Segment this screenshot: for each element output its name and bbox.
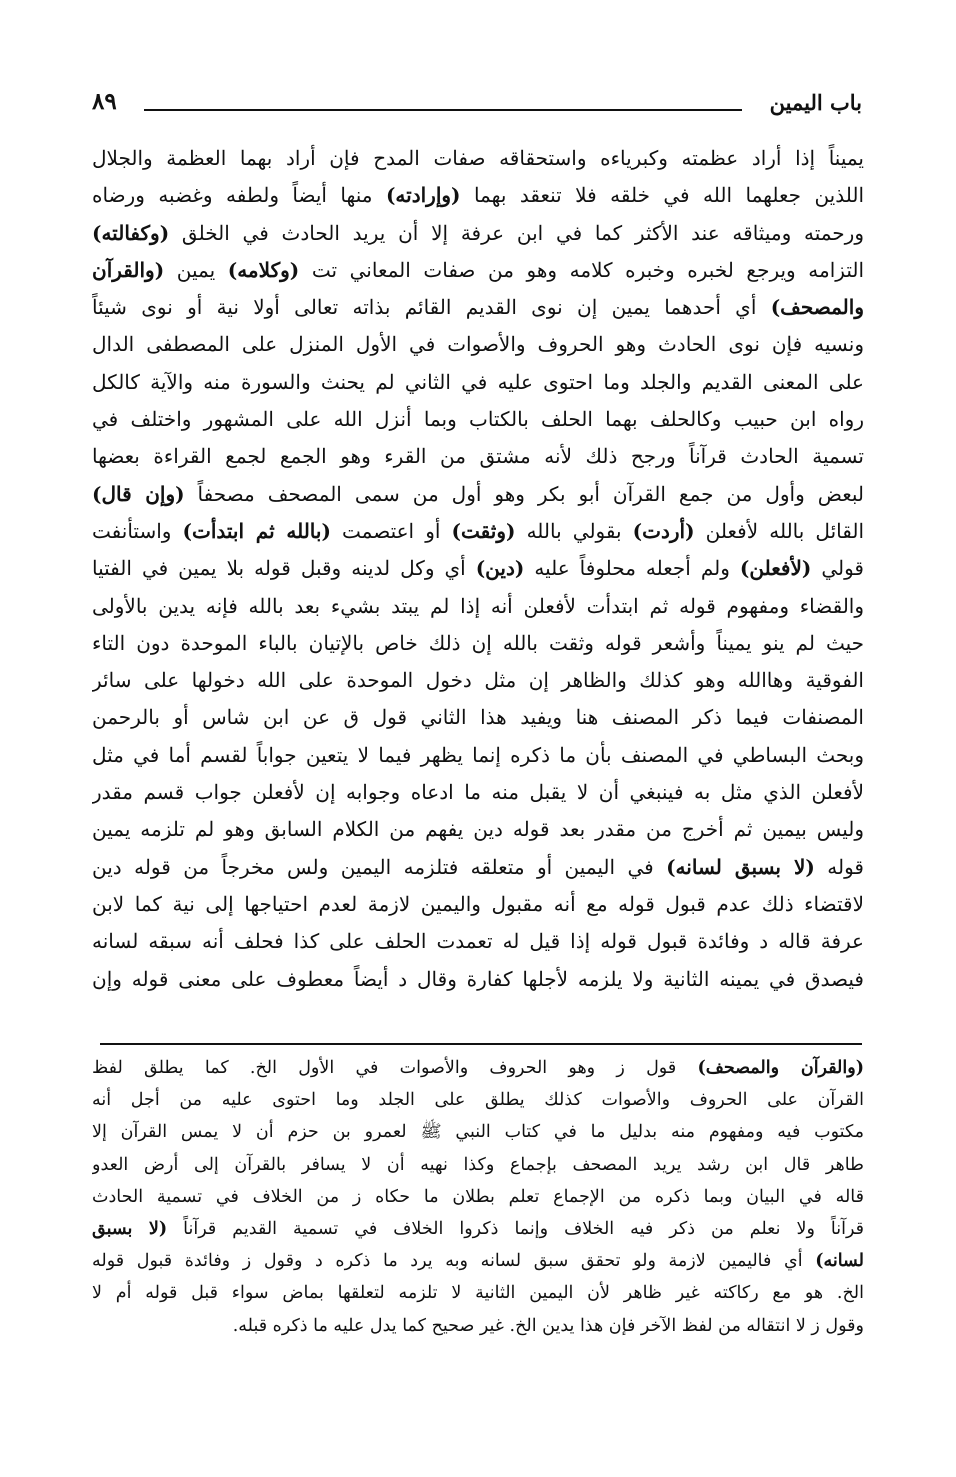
- main-text-line: [92, 140, 864, 177]
- text-segment: على المعنى القديم والجلد وما احتوى عليه في الثاني لم يحنث والسورة منه والآية كالكل: [92, 369, 864, 394]
- bold-matn-segment: (وثقت): [451, 518, 516, 543]
- bold-matn-segment: (لأفعلن): [739, 556, 812, 581]
- main-text-line: [92, 438, 864, 475]
- text-segment: ولم أجعله محلوفاً عليه: [524, 556, 740, 581]
- bold-matn-segment: (وكفالته): [92, 220, 170, 245]
- main-text-line: [92, 886, 864, 923]
- text-segment: رواه ابن حبيب وكالحلف بهما الحلف بالكتاب وبما أنزل الله على المشهور واختلف في: [92, 407, 864, 432]
- bold-matn-segment: (لا بسبق: [92, 1218, 168, 1239]
- text-segment: يمين: [164, 257, 228, 282]
- text-segment: والقضاء ومفهوم قوله ثم ابتدأت لأفعلن أنه إذا لم يبتد بشيء بعد بالله فإنه يدين بالأولى: [92, 593, 864, 618]
- text-segment: أي فاليمين لازمة ولو تحقق سبق لسانه وبه يرد ما ذكره د وقول ز وفائدة قبول قوله: [92, 1251, 816, 1272]
- bold-matn-segment: (والقرآن والمصحف): [697, 1058, 864, 1078]
- main-text: [92, 140, 864, 998]
- text-segment: لبعض وأول من جمع القرآن أبو بكر وهو أول من سمى المصحف مصحفاً: [184, 481, 864, 506]
- main-text-line: [92, 961, 864, 998]
- bold-matn-segment: (لا بسبق لسانه): [666, 854, 815, 879]
- text-segment: الخ. هو مع ركاكته غير ظاهر لأن اليمين الثانية لا تلزمه لتعلقها بماض سواء قبل قوله أم لا: [92, 1283, 864, 1304]
- footnote-line: [92, 1310, 864, 1342]
- text-segment: قرآناً ولا نعلم من ذكر فيه الخلاف وإنما ذكروا الخلاف في تسمية القديم قرآناً: [167, 1218, 864, 1239]
- footnote-line: [92, 1277, 864, 1309]
- main-text-line: [92, 326, 864, 363]
- text-segment: ورحمته وميثاقه عند الأكثر كما في ابن عرفة إلا أن يريد الحادث في الخلق: [169, 220, 864, 245]
- page-number: ٨٩: [92, 88, 117, 115]
- text-segment: واستأنفت: [92, 518, 183, 543]
- main-text-line: [92, 811, 864, 848]
- footnote-line: [92, 1116, 864, 1148]
- main-text-line: [92, 177, 864, 214]
- text-segment: التزامه ويرجع لخبره وخبره كلامه وهو من صفات المعاني تت: [299, 257, 864, 282]
- text-segment: وبحث البساطي في المصنف بأن ما ذكره إنما يظهر فيما لا يتعين جواباً لقسم أما في مثل: [92, 742, 864, 767]
- main-text-line: [92, 215, 864, 252]
- main-text-line: [92, 252, 864, 289]
- main-text-line: [92, 476, 864, 513]
- text-segment: قول ز وهو الحروف والأصوات في الأول الخ. كما يطلق لفظ: [92, 1058, 698, 1078]
- bold-matn-segment: (دين): [475, 556, 525, 581]
- main-text-line: [92, 513, 864, 550]
- main-text-line: [92, 550, 864, 587]
- text-segment: وقول ز لا انتقاله من لفظ الآخر فإن هذا يدين الخ. غير صحيح كما يدل عليه ما ذكره قبله.: [232, 1315, 864, 1336]
- text-segment: طاهر قال ابن رشد يريد المصحف بإجماع وكذا نهيه أن لا يسافر بالقرآن إلى أرض العدو: [92, 1154, 864, 1175]
- bold-matn-segment: (وكلامه): [227, 257, 300, 282]
- footnote-separator: [100, 1043, 862, 1045]
- bold-matn-segment: (أردت): [632, 518, 695, 543]
- text-segment: قاله في البيان وبما ذكره من الإجماع تعلم بطلان ما حكاه ز من الخلاف في تسمية الحادث: [92, 1186, 864, 1207]
- main-text-line: [92, 364, 864, 401]
- footnote-line: [92, 1213, 864, 1245]
- running-header: [92, 88, 862, 122]
- main-text-line: [92, 588, 864, 625]
- chapter-title: باب اليمين: [769, 90, 862, 115]
- bold-matn-segment: لسانه): [815, 1251, 864, 1272]
- bold-matn-segment: (بالله ثم ابتدأت): [182, 518, 331, 543]
- text-segment: المصنفات فيما ذكر المصنف هنا ويفيد هذا الثاني قول ق عن ابن شاس أو بالرحمن: [92, 705, 864, 730]
- footnote-line: [92, 1181, 864, 1213]
- footnote-line: [92, 1052, 864, 1084]
- bold-matn-segment: (وإن قال): [92, 481, 185, 506]
- text-segment: منها أيضاً ولطفه وغضبه ورضاه: [92, 183, 386, 208]
- text-segment: اللذين جعلهما الله في خلقه فلا تنعقد بهما: [460, 183, 864, 208]
- text-segment: عرفة قاله د وفائدة قبول قوله إذا قيل له تعمدت الحلف على كذا فحلف أنه سبقه لسانه: [92, 929, 864, 954]
- bold-matn-segment: (والقرآن: [92, 257, 165, 282]
- main-text-line: [92, 401, 864, 438]
- main-text-line: [92, 625, 864, 662]
- text-segment: وليس بيمين ثم أخرج من مقدر بعد قوله دين يفهم من الكلام السابق وهو لم تلزمه يمين: [92, 817, 864, 842]
- footnote-line: [92, 1149, 864, 1181]
- text-segment: القائل بالله لأفعلن: [694, 518, 864, 543]
- text-segment: قولي: [811, 556, 864, 581]
- bold-matn-segment: (وإرادته): [385, 183, 461, 208]
- footnote-line: [92, 1084, 864, 1116]
- main-text-line: [92, 699, 864, 736]
- bold-matn-segment: والمصحف): [770, 295, 864, 320]
- footnote-text: [92, 1052, 864, 1342]
- text-segment: فيصدق في يمينه الثانية ولا يلزمه لأجلها كفارة وقال د أيضاً معطوف على معنى قوله وإن: [92, 966, 864, 991]
- text-segment: أي وكل لدينه وقبل قوله بلا يمين في الفتيا: [92, 556, 476, 581]
- text-segment: يميناً إذا أراد عظمته وكبرياءه واستحقاقه صفات المدح فإن أراد بهما العظمة والجلال: [92, 146, 864, 170]
- text-segment: أو اعتصمت: [330, 518, 452, 543]
- main-text-line: [92, 923, 864, 960]
- main-text-line: [92, 737, 864, 774]
- main-text-line: [92, 289, 864, 326]
- text-segment: قوله: [814, 854, 864, 879]
- footnote-line: [92, 1245, 864, 1277]
- header-rule: [144, 109, 742, 111]
- text-segment: لاقتضاء ذلك عدم قبول قوله مع أنه مقبول واليمين لازمة لعدم احتياجها إلى نية كما لابن: [92, 891, 864, 916]
- text-segment: لأفعلن الذي مثل به فينبغي أن لا يقبل منه ما ادعاه وجوابه إن لأفعلن جواب قسم مقدر: [92, 780, 864, 805]
- main-text-line: [92, 849, 864, 886]
- text-segment: أي أحدهما يمين إن نوى القديم القائم بذاته تعالى أولا نية أو نوى شيئاً: [92, 295, 771, 320]
- text-segment: القرآن على الحروف والأصوات كذلك يطلق على الجلد وما احتوى عليه من أجل أنه: [92, 1090, 864, 1111]
- main-text-line: [92, 774, 864, 811]
- text-segment: الفوقية وهاالله وهو كذلك والظاهر إن مثل دخول الموحدة على الله دخولها على سائر: [92, 668, 864, 693]
- text-segment: ونسيه فإن نوى الحادث وهو الحروف والأصوات في الأول المنزل على المصطفى الدال: [92, 332, 864, 357]
- main-text-line: [92, 662, 864, 699]
- text-segment: حيث لم ينو يميناً وأشعر قوله وثقت بالله إن ذلك خاص بالإتيان بالباء الموحدة دون التاء: [92, 630, 864, 655]
- text-segment: تسمية الحادث قرآناً ورجح ذلك لأنه مشتق من القرء وهو الجمع لجمع القراءة بعضها: [92, 444, 864, 469]
- text-segment: في اليمين أو متعلقه فتلزمه اليمين ولس مخرجاً من قوله دين: [92, 854, 667, 879]
- text-segment: بقولي بالله: [515, 518, 633, 543]
- text-segment: مكتوب فيه ومفهوم منه بدليل ما في كتاب النبي ﷺ لعمرو بن حزم أن لا يمس القرآن إلا: [92, 1122, 864, 1143]
